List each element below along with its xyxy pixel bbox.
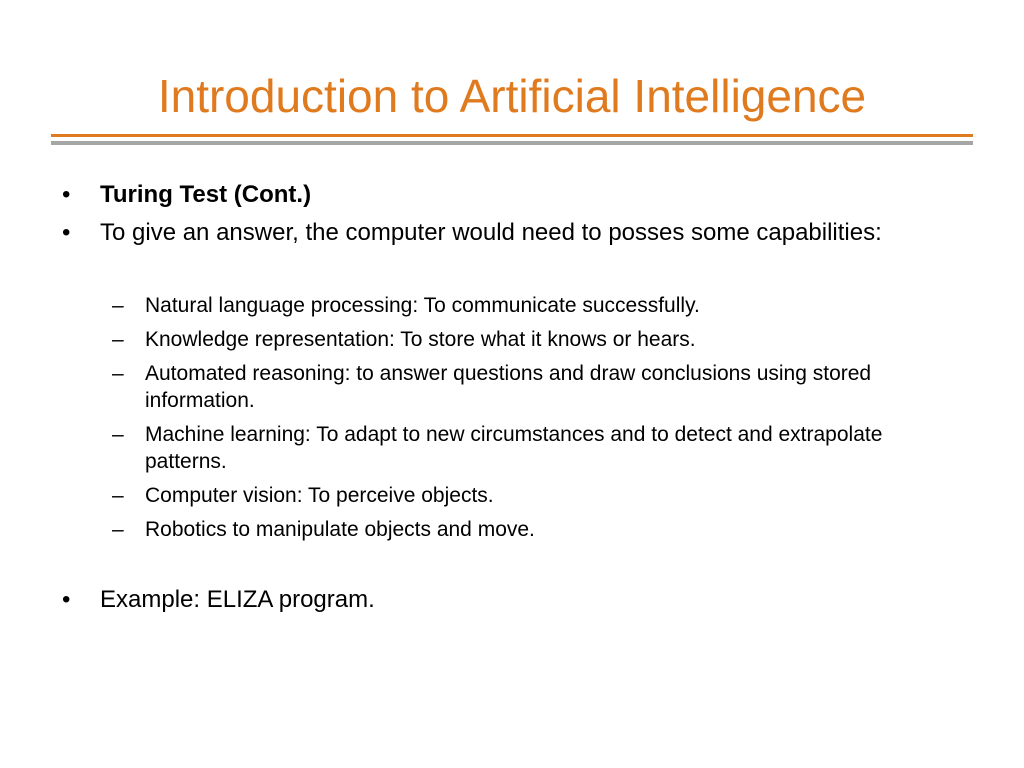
- sub-bullet-text: Machine learning: To adapt to new circumstances and to detect and extrapolate patterns.: [145, 423, 883, 473]
- capabilities-list: [60, 292, 960, 543]
- sub-bullet-marker: –: [112, 328, 124, 351]
- sub-bullet-marker: –: [112, 484, 124, 507]
- sub-bullet-nlp: [60, 292, 960, 319]
- sub-bullet-text: Knowledge representation: To store what it knows or hears.: [145, 328, 696, 351]
- sub-bullet-marker: –: [112, 362, 124, 385]
- sub-bullet-machine-learning: [60, 421, 960, 475]
- bullet-marker: •: [62, 586, 71, 613]
- sub-bullet-text: Computer vision: To perceive objects.: [145, 484, 494, 507]
- bullet-text: Turing Test (Cont.): [100, 181, 312, 208]
- bullet-marker: •: [62, 181, 71, 208]
- bullet-marker: •: [62, 219, 71, 246]
- sub-bullet-marker: –: [112, 294, 124, 317]
- sub-bullet-robotics: [60, 516, 960, 543]
- title-underline-orange: [51, 134, 973, 137]
- bullet-text: Example: ELIZA program.: [100, 586, 375, 613]
- slide-body: [60, 180, 960, 614]
- bullet-example: [60, 585, 960, 614]
- slide-title: Introduction to Artificial Intelligence: [157, 70, 867, 122]
- sub-bullet-knowledge-representation: [60, 326, 960, 353]
- sub-bullet-automated-reasoning: [60, 360, 960, 414]
- sub-bullet-computer-vision: [60, 482, 960, 509]
- sub-bullet-text: Natural language processing: To communicate successfully.: [145, 294, 700, 317]
- bullet-capabilities: [60, 218, 960, 247]
- sub-bullet-text: Automated reasoning: to answer questions and draw conclusions using stored information.: [145, 362, 872, 412]
- sub-bullet-text: Robotics to manipulate objects and move.: [145, 518, 535, 541]
- bullet-text: To give an answer, the computer would need to posses some capabilities:: [100, 219, 882, 246]
- sub-bullet-marker: –: [112, 423, 124, 446]
- bullet-turing-test: [60, 180, 960, 209]
- title-underline-gray: [51, 141, 973, 145]
- sub-bullet-marker: –: [112, 518, 124, 541]
